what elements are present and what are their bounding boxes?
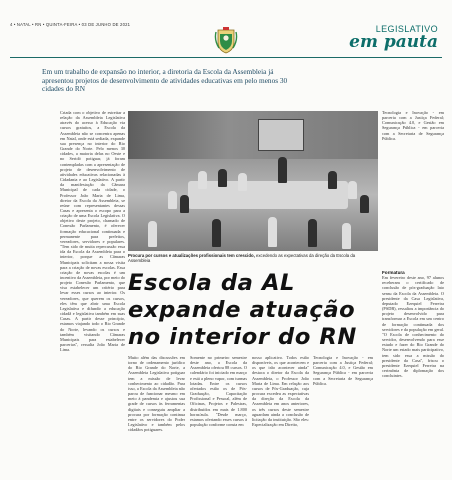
classroom-photo	[128, 111, 378, 251]
article-column-right-bottom	[382, 270, 444, 480]
article-column-d: Tecnologia e Inovação - em parceria com a Justiça Federal; Comunicação 4.0, e Gestão em Segurança Pública - em parceria com a Secretaria de Segurança Pública.	[313, 355, 373, 386]
photo-caption-rest: excedendo as expectativas da direção da Escola da Assembleia	[128, 253, 356, 263]
coat-of-arms-icon	[214, 26, 238, 54]
photo-caption	[128, 253, 378, 263]
article-headline: Escola da AL expande atuação no interior do RN	[128, 270, 357, 350]
article-column-left: Criada com o objetivo de estreitar a relação da Assembleia Legislativa através do acesso à Educação via cursos gratuitos, a Escola da Assembleia não se concentra apenas em Natal, onde está sediada, expande sua presença no interior do Rio Grande do Norte. Pelo menos 30 cidades, a maioria delas no Oeste e no Seridó potiguar, já foram contempladas com a apresentação de projeto de desenvolvimento de atividades educativas relacionadas à Cidadania e ao Legislativo. A partir da manifestação da Câmara Municipal de cada cidade, o Professor João Maria de Lima, diretor da Escola da Assembleia, se reúne com representantes dessas Casas e apresenta o escopo para a criação de uma Escola Legislativa. O objetivo deste projeto, chamado de Conexão Parlamento, é oferecer formação educacional continuada e permanente para prefeitos, vereadores, servidores e populares. "Tem sido de muita repercussão essa ida da Escola da Assembleia para o interior, porque as Câmaras Municipais solicitam a nossa visita para a criação de novas escolas. Essa criação de novas escolas é um incentivo da Assembleia, por meio do projeto Conexão Parlamento, que visa estabelecer um critério para levar esses cursos ao interior. Os vereadores, que querem os cursos, eles têm que abrir uma Escola Legislativa e difundir a educação cidadã e legislativa também em suas Casas. A partir desse princípio, estamos viajando todo o Rio Grande do Norte, levando os cursos e também visitando Câmaras Municipais para estabelecer parcerias", ressalta João Maria de Lima.	[60, 110, 125, 353]
article-deck: Em um trabalho de expansão no interior, a diretoria da Escola da Assembleia já apresentou projetos de desenvolvimento de atividades educativas em pelo menos 30 cidades do RN	[42, 67, 288, 94]
photo-caption-bold: Procura por cursos e atualizações profissionais tem crescido,	[128, 253, 255, 258]
header-rule	[10, 57, 442, 58]
article-column-right-top: Tecnologia e Inovação - em parceria com a Justiça Federal; Comunicação 4.0, e Gestão em Segurança Pública - em parceria com a Secretaria de Segurança Pública.	[382, 110, 444, 141]
article-column-a: Muito além das discussões em torno de ordenamento jurídico do Rio Grande do Norte, a Assembleia Legislativa potiguar tem a missão de levar conhecimento ao cidadão. Para isso, a Escola da Assembleia não parou de funcionar mesmo em meio à pandemia e ajustou sua grade de cursos às ferramentas digitais e conseguiu ampliar a procura por formação continua entre os servidores do Poder Legislativo e também pelos cidadãos potiguares.	[128, 355, 185, 433]
article-column-c: nosso aplicativo. Todos estão disponíveis, os que acontecem e os que irão acontecer ainda" destaca o diretor da Escola da Assembleia, o Professor João Maria de Lima. Em relação aos cursos de Pós-Graduação, cuja procura excedeu as expectativas da direção da Escola da Assembleia em anos anteriores, os três cursos deste semestre aguardam ainda a conclusão de licitação da instituição. São eles: Especialização em Direito,	[252, 355, 309, 428]
subheading-formatura: Formatura	[382, 270, 405, 275]
formatura-text: Em fevereiro deste ano, 97 alunos receberam o certificado de conclusão de pós-graduação lato sensu da Escola da Assembleia. O presidente da Casa Legislativa, deputado Ezequiel Ferreira (PSDB), ressaltou a importância do projeto desenvolvido para transformar a Escola em um centro de formação continuada dos servidores e da população em geral. "O Escola de conhecimento do servidor, desenvolvendo para esse estudo e fazer do Rio Grande do Norte um estado mais participativo, tem sido essa a missão do presidente da Casa", frisou o presidente Ezequiel Ferreira na cerimônia de diplomação dos concluintes.	[382, 275, 444, 379]
section-title: LEGISLATIVO	[375, 24, 438, 34]
page-meta: 4 • NATAL • RN • QUINTA-FEIRA • 03 DE JUNHO DE 2021	[10, 22, 131, 27]
section-subtitle: em pauta	[349, 32, 438, 52]
article-column-b: Somente no primeiro semestre deste ano, a Escola da Assembleia ofertou 88 cursos. O calendário foi iniciado em março e está a pleno vapor, com turmas lotadas. Entre os cursos ofertados estão os de Pós-Graduação, Capacitação Profissional e Pessoal, além de Oficinas, Projetos e Palestras, distribuídos em mais de 1.800 horas/aula. "Desde março, estamos ofertando esses cursos à população conforme consta em	[190, 355, 247, 428]
